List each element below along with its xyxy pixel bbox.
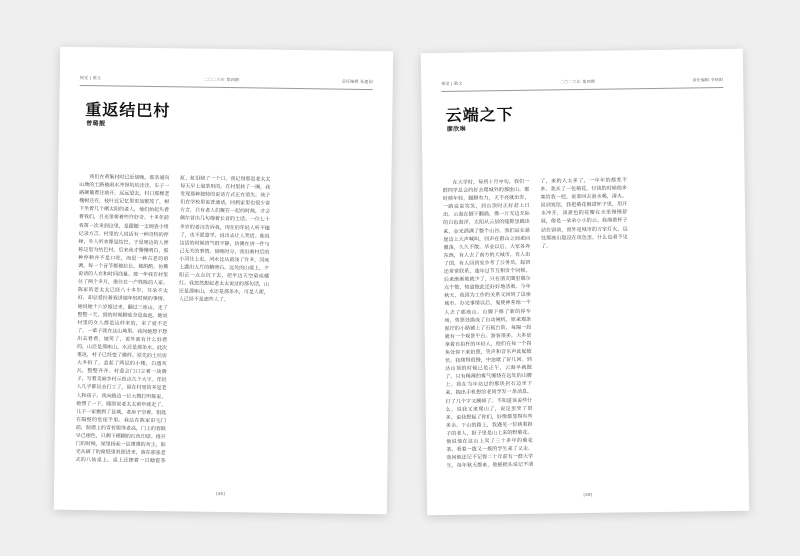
left-page-number: [46] [215,490,226,497]
left-header-editor: 责任编辑 张建国 [341,78,373,85]
left-article-author: 曾璐靓 [86,120,106,128]
left-article-title: 重返结巴村 [85,100,171,121]
right-page [421,49,749,515]
right-header-section: 视觉 | 散文 [441,80,463,86]
left-header-section: 视觉 | 散文 [79,74,102,81]
right-header-editor: 责任编辑 李秋阳 [692,77,724,83]
right-article-body: 在大学时，每到十月中旬，我们一群同学总会约好去爬城外的那座山。那时候年轻，腿脚有力，天不亮就出发，一路说说笑笑，到山顶时正好赶上日出。云海在脚下翻涌，像一片无边无际的白色海洋，太阳从云层的缝隙里跳出来，金光洒满了整个山谷。我们站在悬崖边上大声喊叫，回声在群山之间来回激荡，久久不散。毕业以后，大家各奔东西，有人去了南方的大城市，有人出了国，有人回到家乡考了公务员。起初还常常联系，逢年过节互相发个问候，后来渐渐地就少了，只在朋友圈里偶尔点个赞，知道彼此还好好地活着。今年秋天，我因为工作的关系又回到了这座城市。办完事情以后，鬼使神差地一个人去了那座山。山脚下修了新的停车场，售票处换成了自动闸机，原来那条泥泞的小路铺上了石板台阶，每隔一段就有一个观景平台。游客很多，大多是拿着自拍杆的年轻人，他们在每一个拐角处停下来拍照，笑声和音乐声此起彼伏。我爬得很慢，中途歇了好几回。到达山顶的时候已是正午，云海早就散了，只有稀薄的雾气缠绕在远处的山腰上。我在当年站过的那块岩石边坐下来，掏出手机想给老同学发一条消息，打了几个字又删掉了。不知道该说些什么，说我又来爬山了，说这里变了很多，说我想起了你们，好像都显得有些多余。下山的路上，我遇见一位挑着担子的老人，担子里是山上采的野菊花。他说他在这山上卖了三十多年的菊花茶，看着一拨又一拨的学生来了又走。我问他还记不记得二十年前有一群大学生，每年秋天都来，他摇摇头说记不清了，来的人太多了，一年年的都差不多。我买了一包菊花，付钱的时候他多塞给我一把，说拿回去泡水喝，清火。回到宾馆，我把菊花倒进杯子里，用开水冲开，淡黄色的花瓣在水里慢慢舒展，像是一朵朵小小的云。我端着杯子站在窗前，窗外是城市的万家灯火，远处那座山隐没在夜色里，什么也看不见了。 [442,177,628,470]
right-page-number: [48] [583,491,593,498]
right-article-title: 云端之下 [445,104,514,125]
left-header-issue: 二〇二六年 第四期 [203,76,240,83]
left-page [54,47,393,515]
right-header-issue: 二〇二六年 第四期 [559,78,595,85]
right-article-author: 廖欣琳 [446,125,467,133]
left-article-body: 我们在黄集村时已近傍晚，那条通向山坳的土路被雨水冲得坑坑洼洼，车子一路颠簸着往前开。远远望去，村口那棵老槐树还在，枝叶比记忆里更加繁茂了，树下坐着几个晒太阳的老人，他们抬起头看着我们，目光里带着些许好奇。十多年前我第一次来到这里，是跟随一支调查小组记录方言。村里的人说话有一种奇特的停顿，外人听来像是结巴，于是周边的人便称这里为结巴村。后来我才慢慢明白，那种停顿并不是口吃，而是一种古老的语调，每一个音节都被拉长、被斟酌，仿佛说话的人在和时间商量。那一年我在村里住了两个多月，借住在一户姓陈的人家。陈家的老太太已经八十多岁，耳朵不太好，却总爱拉着我讲她年轻时候的事情。她说她十六岁嫁过来，翻过三座山，走了整整一天，到的时候脚底全是血泡。她说村里的女人都是这样来的，来了就不走了，一辈子就在这山坳里。我问她想不想出去看看，她笑了，说外面有什么好看的，山还是那座山，水还是那条水。此次重返，村子已经变了模样。原先的土坯房大多拆了，盖起了两层的小楼，白墙灰瓦，整整齐齐。村委会门口立着一块牌子，写着美丽乡村示范点几个大字。年轻人几乎都出去打工了，留在村里的多是老人和孩子。我向路边一位大嫂打听陈家，她愣了一下，随即说老太太前年就走了，儿子一家搬到了县城，老房子空着，钥匙在隔壁的堂侄手里。我站在陈家旧宅门前，院墙上的青苔爬得老高，门上的春联早已褪色，只剩下模糊的红色印迹。推开门的时候，屋里扬起一层薄薄的灰尘，阳光从破了的窗纸里斜照进来，落在那张老式的八仙桌上。桌上还摆着一只搪瓷茶缸，缸沿缺了一个口，我记得那是老太太每天早上泡茶用的。在村里转了一圈，我发现那种独特的说话方式正在消失。孩子们在学校里说普通话，回到家里也很少讲方言，只有老人们聚在一起的时候，才会偶尔冒出几句拖着长音的土话。一位七十多岁的老汉告诉我，现在的年轻人听不懂了，也不愿意学，说出去让人笑话。他说这话的时候语气很平静，仿佛在讲一件与己无关的事情。傍晚时分，我沿着村后的小河往上走，河水比从前浅了许多，河床上露出大片的鹅卵石。远处的山梁上，夕阳正一点点沉下去，把半边天空染成橘红。我忽然想起老太太说过的那句话，山还是那座山，水还是那条水，可是人呢，人已经不是那些人了。 [75,174,271,465]
